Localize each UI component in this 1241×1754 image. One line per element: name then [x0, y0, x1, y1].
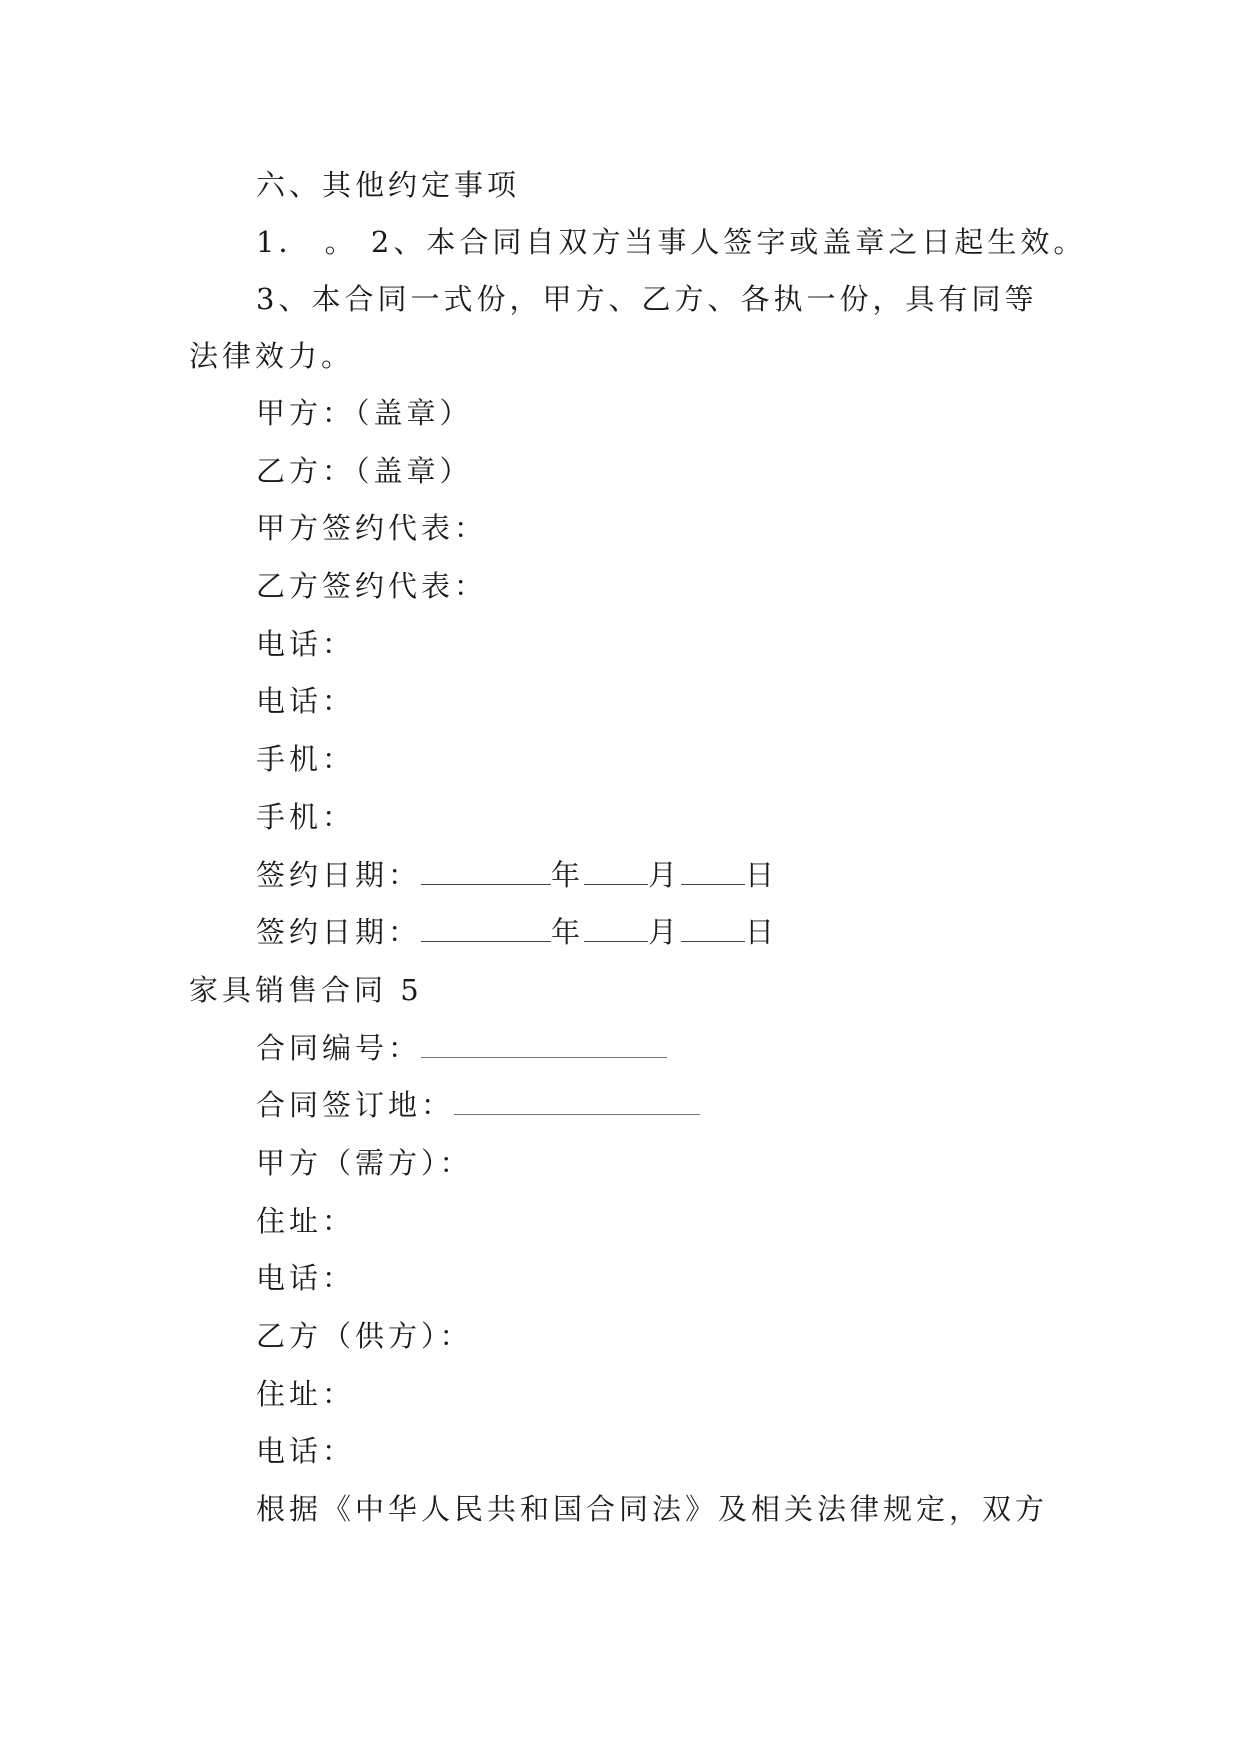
- year-label: 年: [551, 858, 585, 892]
- address-label: 住址：: [256, 1204, 356, 1238]
- contract-place-line: [256, 1085, 700, 1125]
- contract-number-label: 合同编号：: [256, 1031, 422, 1065]
- phone-label: 电话：: [256, 627, 356, 661]
- sign-date-line: [256, 855, 778, 895]
- mobile-label: 手机：: [256, 800, 356, 834]
- clause-1-2: 1． 。 2、本合同自双方当事人签字或盖章之日起生效。: [256, 225, 1087, 259]
- phone-label: 电话：: [256, 684, 356, 718]
- mobile-label: 手机：: [256, 742, 356, 776]
- legal-basis-paragraph: 根据《中华人民共和国合同法》及相关法律规定，双方: [256, 1492, 1049, 1526]
- year-blank: [421, 913, 551, 942]
- address-label: 住址：: [256, 1377, 356, 1411]
- day-label: 日: [745, 915, 779, 949]
- party-b-representative: 乙方签约代表：: [256, 569, 488, 603]
- year-label: 年: [551, 915, 585, 949]
- party-b-seal: 乙方：（盖章）: [256, 454, 473, 488]
- phone-label: 电话：: [256, 1434, 356, 1468]
- contract-number-blank: [421, 1029, 667, 1058]
- party-a-seal: 甲方：（盖章）: [256, 396, 473, 430]
- sign-date-label: 签约日期：: [256, 915, 422, 949]
- party-a-buyer: 甲方（需方）：: [256, 1146, 473, 1180]
- section-heading: 六、其他约定事项: [256, 168, 521, 202]
- month-label: 月: [648, 915, 682, 949]
- contract-title: 家具销售合同 5: [189, 973, 423, 1007]
- day-blank: [681, 856, 745, 885]
- sign-date-label: 签约日期：: [256, 858, 422, 892]
- month-blank: [584, 856, 648, 885]
- year-blank: [421, 856, 551, 885]
- contract-place-label: 合同签订地：: [256, 1088, 455, 1122]
- party-b-supplier: 乙方（供方）：: [256, 1319, 473, 1353]
- month-label: 月: [648, 858, 682, 892]
- clause-3: 3、本合同一式份，甲方、乙方、各执一份，具有同等: [256, 282, 1038, 316]
- contract-number-line: [256, 1028, 667, 1068]
- clause-3-continued: 法律效力。: [189, 339, 355, 373]
- day-label: 日: [745, 858, 779, 892]
- month-blank: [584, 913, 648, 942]
- phone-label: 电话：: [256, 1261, 356, 1295]
- sign-date-line: [256, 912, 778, 952]
- contract-place-blank: [454, 1086, 700, 1115]
- day-blank: [681, 913, 745, 942]
- party-a-representative: 甲方签约代表：: [256, 511, 488, 545]
